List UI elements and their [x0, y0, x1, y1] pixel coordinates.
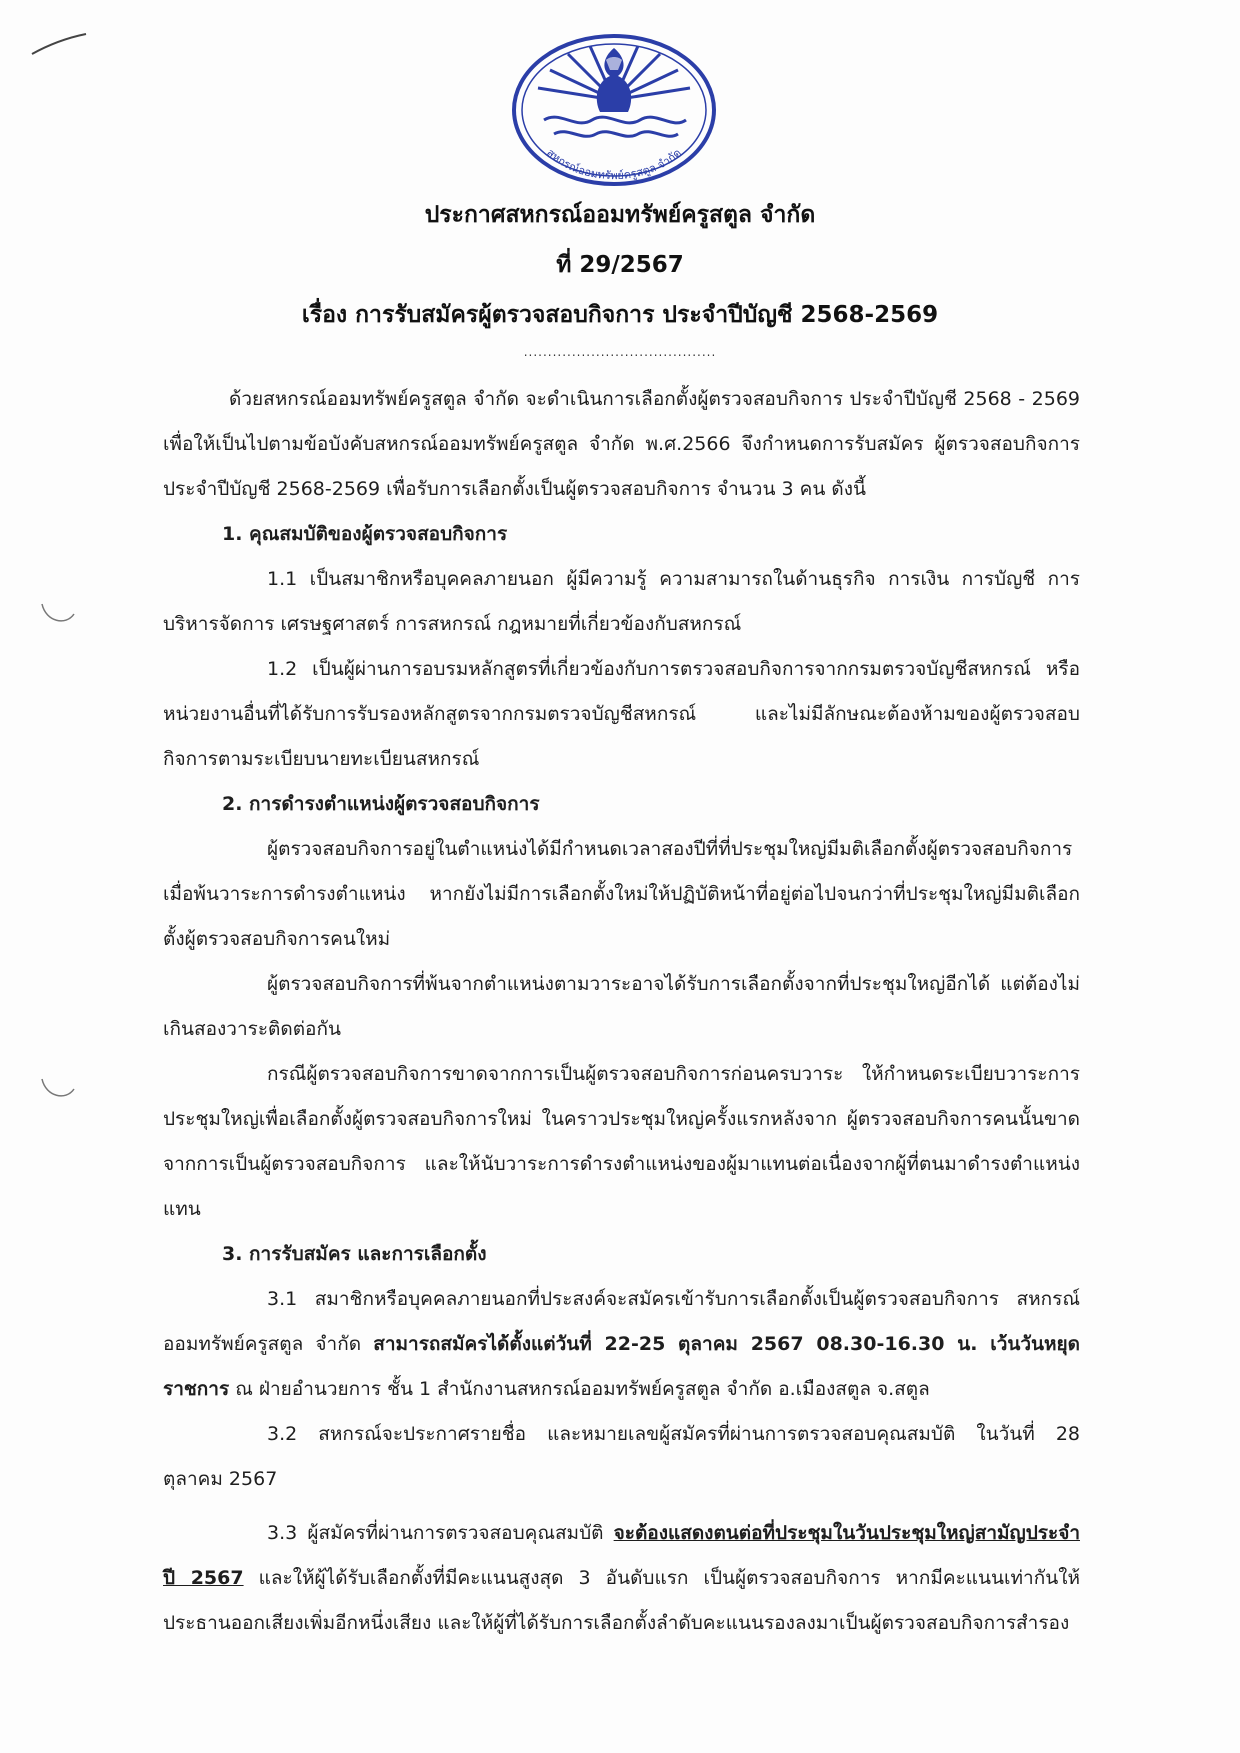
- paragraph: [163, 1511, 1080, 1646]
- paragraph-text: 3.1 สมาชิกหรือบุคคลภายนอกที่ประสงค์จะสมัครเข้ารับการเลือกตั้งเป็นผู้ตรวจสอบกิจการ สหกรณ์ออมทรัพย์ครูสตูล จำกัด: [163, 1288, 1080, 1355]
- document-body: [163, 377, 1080, 1646]
- paragraph-text: และให้ผู้ได้รับเลือกตั้งที่มีคะแนนสูงสุด 3 อันดับแรก เป็นผู้ตรวจสอบกิจการ หากมีคะแนนเท่ากันให้ประธานออกเสียงเพิ่มอีกหนึ่งเสียง และให้ผู้ที่ได้รับการเลือกตั้งลำดับคะแนนรองลงมาเป็นผู้ตรวจสอบกิจการสำรอง: [163, 1567, 1080, 1634]
- paragraph: กรณีผู้ตรวจสอบกิจการขาดจากการเป็นผู้ตรวจสอบกิจการก่อนครบวาระ ให้กำหนดระเบียบวาระการประชุมใหญ่เพื่อเลือกตั้งผู้ตรวจสอบกิจการใหม่ ในคราวประชุมใหญ่ครั้งแรกหลังจาก ผู้ตรวจสอบกิจการคนนั้นขาดจากการเป็นผู้ตรวจสอบกิจการ และให้นับวาระการดำรงตำแหน่งของผู้มาแทนต่อเนื่องจากผู้ที่ตนมาดำรงตำแหน่งแทน: [163, 1063, 1080, 1220]
- paragraph-text: 3.3 ผู้สมัครที่ผ่านการตรวจสอบคุณสมบัติ: [267, 1522, 614, 1544]
- paragraph: ผู้ตรวจสอบกิจการอยู่ในตำแหน่งได้มีกำหนดเวลาสองปีที่ที่ประชุมใหญ่มีมติเลือกตั้งผู้ตรวจสอบกิจการ เมื่อพ้นวาระการดำรงตำแหน่ง หากยังไม่มีการเลือกตั้งใหม่ให้ปฏิบัติหน้าที่อยู่ต่อไปจนกว่าที่ประชุมใหญ่มีมติเลือกตั้งผู้ตรวจสอบกิจการคนใหม่: [163, 838, 1080, 950]
- title-separator: ........................................: [523, 345, 717, 359]
- announcement-number: ที่ 29/2567: [556, 252, 684, 278]
- intro-paragraph: ด้วยสหกรณ์ออมทรัพย์ครูสตูล จำกัด จะดำเนินการเลือกตั้งผู้ตรวจสอบกิจการ ประจำปีบัญชี 2568 - 2569 เพื่อให้เป็นไปตามข้อบังคับสหกรณ์ออมทรัพย์ครูสตูล จำกัด พ.ศ.2566 จึงกำหนดการรับสมัคร ผู้ตรวจสอบกิจการ ประจำปีบัญชี 2568-2569 เพื่อรับการเลือกตั้งเป็นผู้ตรวจสอบกิจการ จำนวน 3 คน ดังนี้: [163, 388, 1080, 500]
- punch-hole-mark: [38, 1075, 78, 1105]
- paragraph: 1.1 เป็นสมาชิกหรือบุคคลภายนอก ผู้มีความรู้ ความสามารถในด้านธุรกิจ การเงิน การบัญชี การบริหารจัดการ เศรษฐศาสตร์ การสหกรณ์ กฎหมายที่เกี่ยวข้องกับสหกรณ์: [163, 568, 1080, 635]
- application-period: สามารถสมัครได้ตั้งแต่วันที่ 22-25 ตุลาคม 2567 08.30-16.30 น. เว้นวันหยุดราชการ: [163, 1333, 1080, 1400]
- pen-mark: [30, 30, 90, 60]
- paragraph: 1.2 เป็นผู้ผ่านการอบรมหลักสูตรที่เกี่ยวข้องกับการตรวจสอบกิจการจากกรมตรวจบัญชีสหกรณ์ หรือหน่วยงานอื่นที่ได้รับการรับรองหลักสูตรจากกรมตรวจบัญชีสหกรณ์ และไม่มีลักษณะต้องห้ามของผู้ตรวจสอบกิจการตามระเบียบนายทะเบียนสหกรณ์: [163, 658, 1080, 770]
- section-heading: 2. การดำรงตำแหน่งผู้ตรวจสอบกิจการ: [222, 793, 540, 815]
- paragraph: 3.2 สหกรณ์จะประกาศรายชื่อ และหมายเลขผู้สมัครที่ผ่านการตรวจสอบคุณสมบัติ ในวันที่ 28 ตุลาคม 2567: [163, 1423, 1080, 1490]
- attendance-requirement: จะต้องแสดงตนต่อที่ประชุมในวันประชุมใหญ่สามัญประจำปี 2567: [163, 1522, 1080, 1589]
- paragraph: [163, 1277, 1080, 1412]
- section-heading: 1. คุณสมบัติของผู้ตรวจสอบกิจการ: [222, 523, 508, 545]
- punch-hole-mark: [38, 600, 78, 630]
- paragraph-text: ณ ฝ่ายอำนวยการ ชั้น 1 สำนักงานสหกรณ์ออมทรัพย์ครูสตูล จำกัด อ.เมืองสตูล จ.สตูล: [229, 1378, 930, 1400]
- seal-text: สหกรณ์ออมทรัพย์ครูสตูล จำกัด: [544, 146, 684, 183]
- paragraph: ผู้ตรวจสอบกิจการที่พ้นจากตำแหน่งตามวาระอาจได้รับการเลือกตั้งจากที่ประชุมใหญ่อีกได้ แต่ต้องไม่เกินสองวาระติดต่อกัน: [163, 973, 1080, 1040]
- svg-text:สหกรณ์ออมทรัพย์ครูสตูล จำกัด: [544, 146, 684, 182]
- announcement-subject: เรื่อง การรับสมัครผู้ตรวจสอบกิจการ ประจำปีบัญชี 2568-2569: [301, 302, 939, 328]
- section-heading: 3. การรับสมัคร และการเลือกตั้ง: [222, 1243, 487, 1265]
- announcement-title: ประกาศสหกรณ์ออมทรัพย์ครูสตูล จำกัด: [424, 202, 816, 228]
- cooperative-seal-logo: [510, 30, 718, 190]
